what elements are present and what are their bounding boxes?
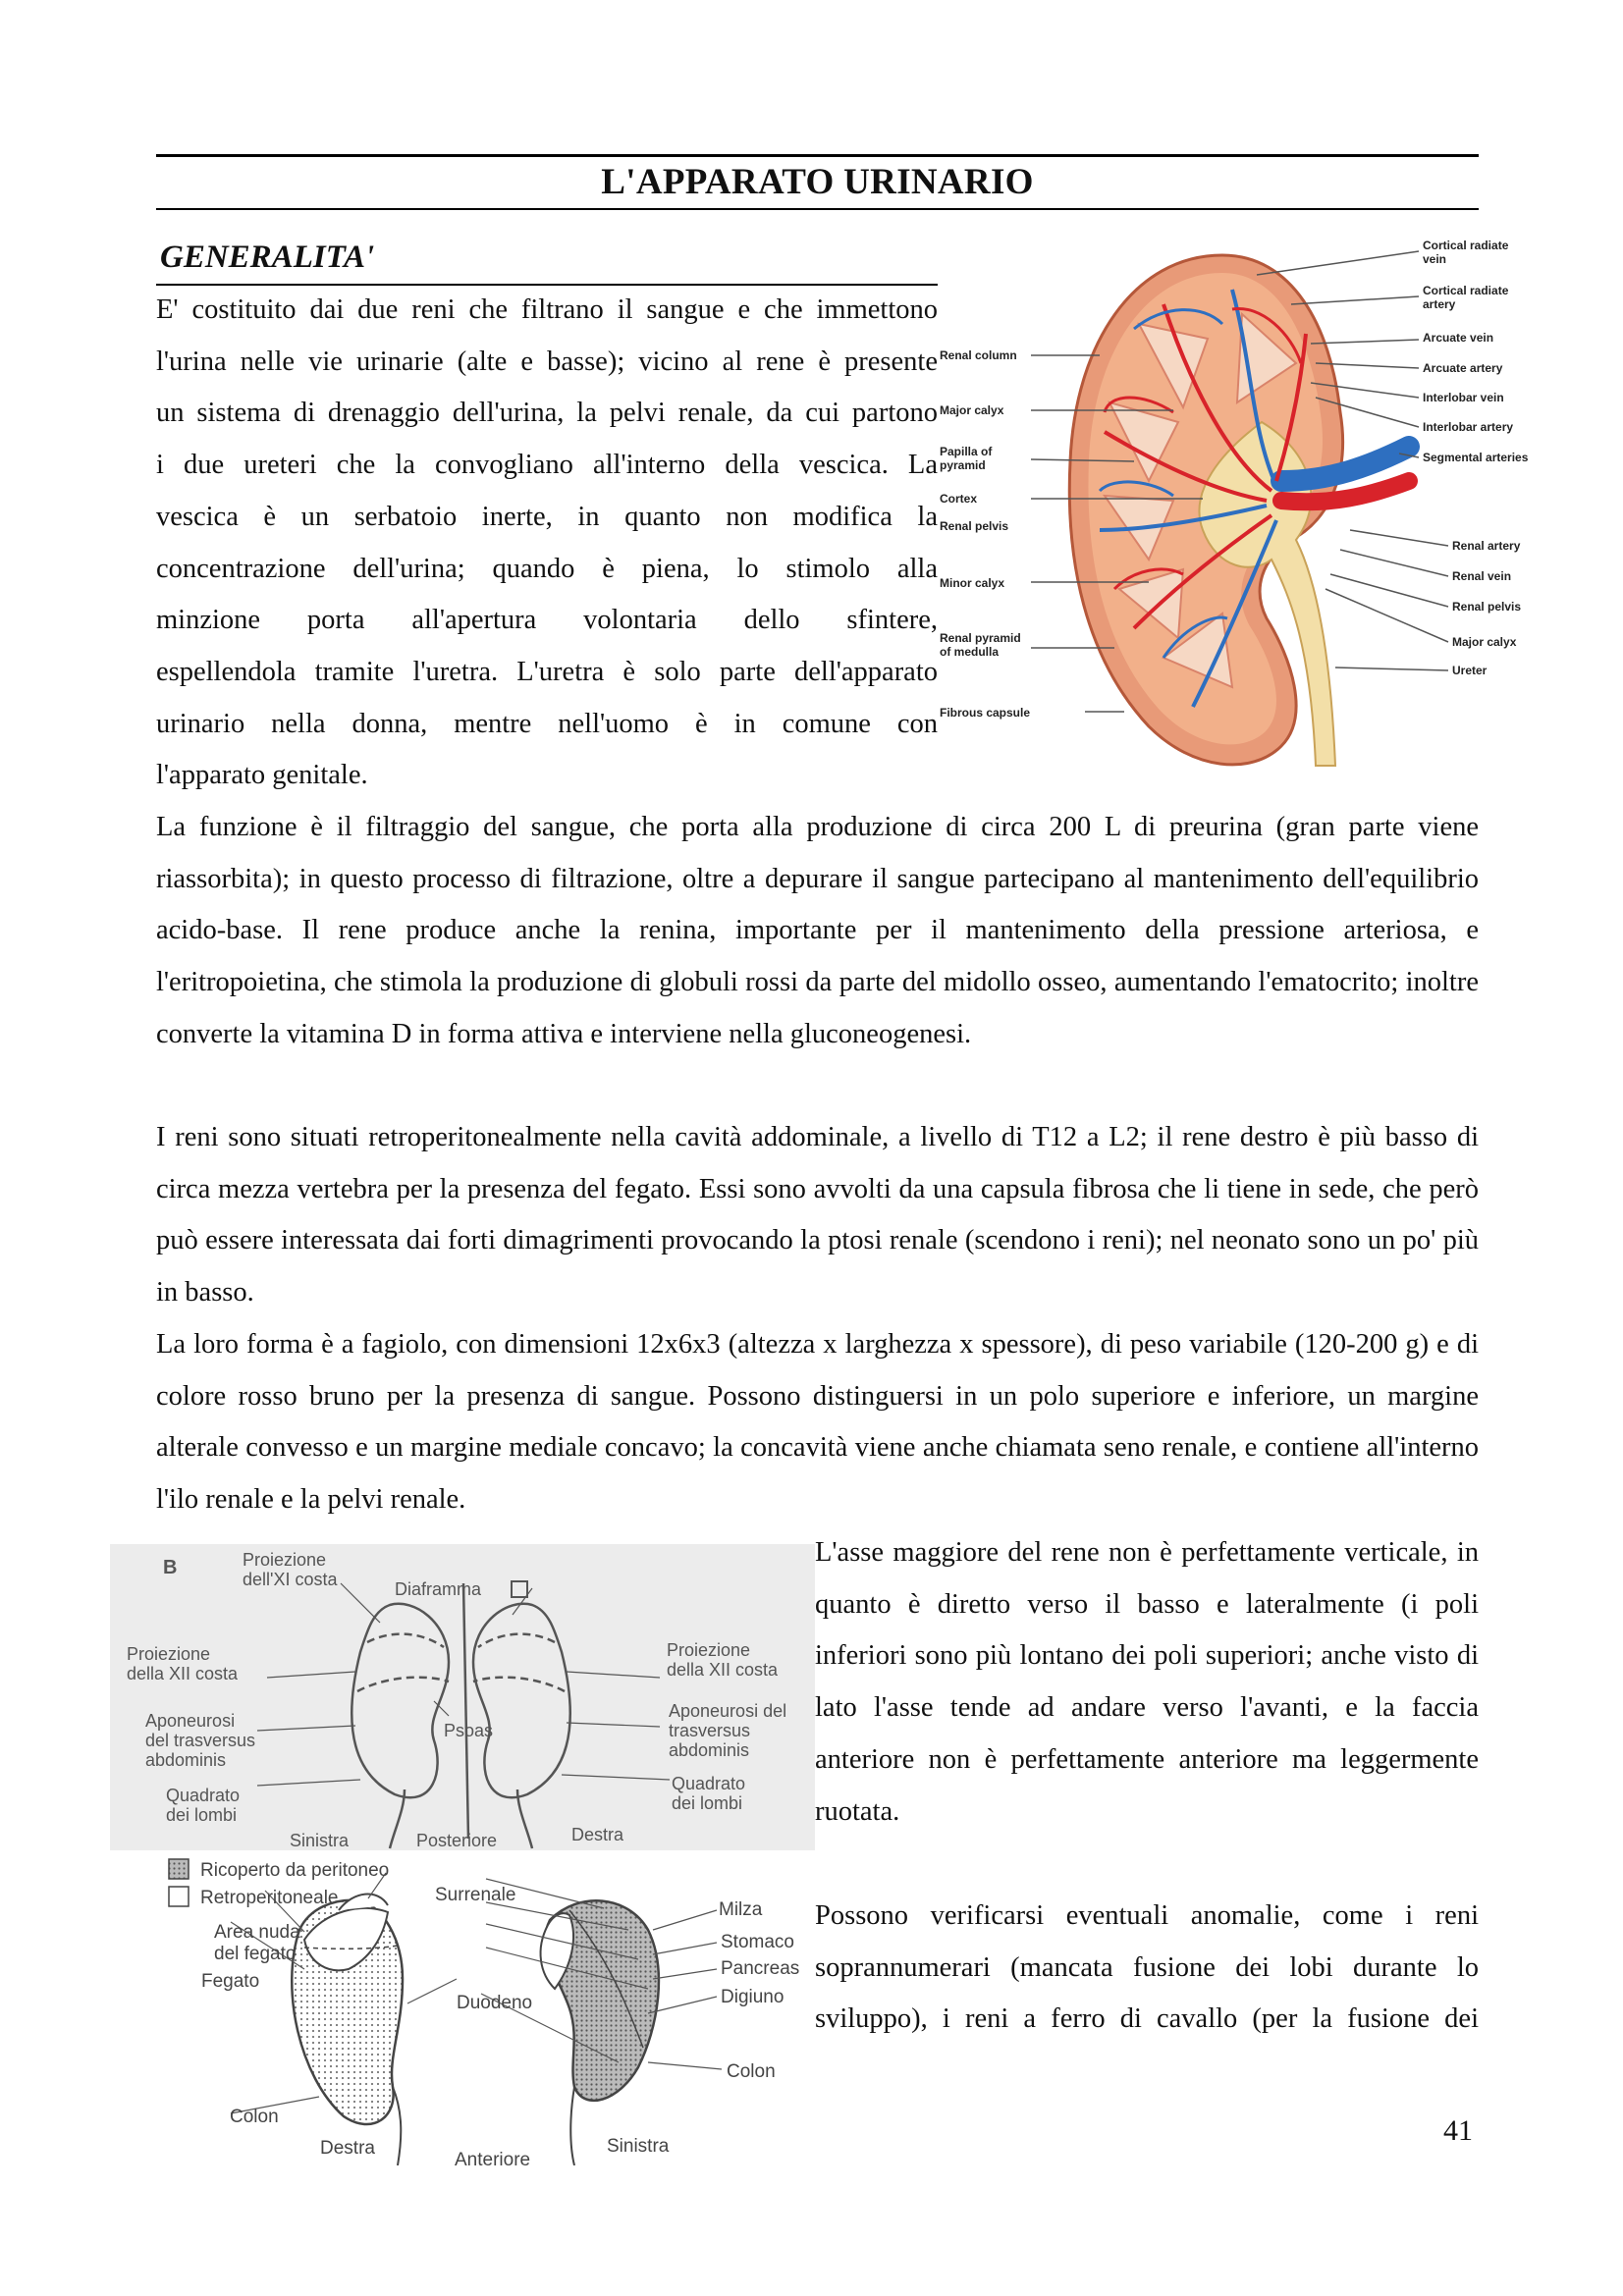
section-heading: GENERALITA' xyxy=(160,240,375,275)
intro-line: espellendola tramite l'uretra. L'uretra è solo parte dell'apparato xyxy=(156,656,938,687)
label-cortical-radiate-artery-2: artery xyxy=(1423,297,1456,311)
legend-covered: Ricoperto da peritoneo xyxy=(200,1860,390,1881)
label-aponeurosi-right-3: abdominis xyxy=(669,1740,750,1760)
label-area-nuda-1: Area nuda xyxy=(214,1922,300,1943)
label-proj-xi-2: dell'XI costa xyxy=(243,1570,338,1589)
label-renal-pelvis-right: Renal pelvis xyxy=(1452,600,1522,614)
label-cortical-radiate-artery-1: Cortical radiate xyxy=(1423,284,1509,297)
label-renal-pelvis-left: Renal pelvis xyxy=(940,519,1009,533)
label-arcuate-vein: Arcuate vein xyxy=(1423,331,1494,345)
label-quadrato-right-1: Quadrato xyxy=(672,1774,746,1793)
label-pancreas: Pancreas xyxy=(721,1958,800,1979)
label-stomaco: Stomaco xyxy=(721,1932,794,1952)
label-quadrato-left-2: dei lombi xyxy=(166,1805,238,1825)
label-posteriore: Posteriore xyxy=(416,1831,498,1850)
label-papilla-1: Papilla of xyxy=(940,445,993,458)
label-psoas: Psoas xyxy=(444,1721,494,1740)
posterior-view-figure xyxy=(110,1544,815,1850)
label-colon-left: Colon xyxy=(230,2107,279,2127)
label-renal-vein: Renal vein xyxy=(1452,569,1512,583)
page-title: L'APPARATO URINARIO xyxy=(601,162,1034,202)
legend-retro: Retroperitoneale xyxy=(200,1888,339,1908)
intro-line: l'apparato genitale. xyxy=(156,760,368,791)
label-proj-xi-1: Proiezione xyxy=(243,1550,327,1570)
label-proj-xii-left-1: Proiezione xyxy=(127,1644,211,1664)
label-minor-calyx: Minor calyx xyxy=(940,576,1005,590)
label-sinistra: Sinistra xyxy=(607,2136,670,2157)
label-arcuate-artery: Arcuate artery xyxy=(1423,361,1503,375)
label-papilla-2: pyramid xyxy=(940,458,986,472)
label-surrenale: Surrenale xyxy=(435,1885,516,1905)
anomalies-paragraph: Possono verificarsi eventuali anomalie, come i reni soprannumerari (mancata fusione dei lobi durante lo sviluppo), i reni a ferro di cavallo (per la fusione dei xyxy=(815,1900,1479,2035)
intro-line: minzione porta all'apertura volontaria dello sfintere, xyxy=(156,605,938,636)
axis-paragraph: L'asse maggiore del rene non è perfettamente verticale, in quanto è diretto verso il basso e lateralmente (i poli inferiori sono più lontano dei poli superiori; anche visto di lato l'asse tende ad andare verso l'avanti, e la faccia anteriore non è perfettamente anteriore ma leggermente ruotata. xyxy=(815,1537,1479,1827)
kidney-section-figure xyxy=(938,236,1566,785)
label-interlobar-vein: Interlobar vein xyxy=(1423,391,1504,404)
label-fibrous-capsule: Fibrous capsule xyxy=(940,706,1031,720)
intro-line: i due ureteri che la convogliano all'interno della vescica. La xyxy=(156,450,938,481)
label-colon-right: Colon xyxy=(727,2061,776,2082)
label-interlobar-artery: Interlobar artery xyxy=(1423,420,1514,434)
title-underline xyxy=(156,208,1479,210)
label-fegato: Fegato xyxy=(201,1971,260,1992)
shape-paragraph: La loro forma è a fagiolo, con dimensioni 12x6x3 (altezza x larghezza x spessore), di peso variabile (120-200 g) e di colore rosso bruno per la presenza di sangue. Possono distinguersi in un polo superiore e inferiore, un margine alterale convesso e un margine mediale concavo; la concavità viene anche chiamata seno renale, e contiene all'interno l'ilo renale e la pelvi renale. xyxy=(156,1329,1479,1516)
top-rule xyxy=(156,154,1479,157)
label-anteriore: Anteriore xyxy=(455,2150,531,2165)
label-aponeurosi-left-3: abdominis xyxy=(145,1750,227,1770)
label-quadrato-right-2: dei lombi xyxy=(672,1793,743,1813)
label-renal-artery: Renal artery xyxy=(1452,539,1521,553)
label-destra: Destra xyxy=(571,1825,624,1844)
function-paragraph: La funzione è il filtraggio del sangue, che porta alla produzione di circa 200 L di preurina (gran parte viene riassorbita); in questo processo di filtrazione, oltre a depurare il sangue partecipano al mantenimento dell'equilibrio acido-base. Il rene produce anche la renina, importante per il mantenimento della pressione arteriosa, e l'eritropoietina, che stimola la produzione di globuli rossi da parte del midollo osseo, aumentando l'ematocrito; inoltre converte la vitamina D in forma attiva e interviene nella gluconeogenesi. xyxy=(156,812,1479,1049)
intro-paragraph xyxy=(156,285,938,802)
label-ureter: Ureter xyxy=(1452,664,1488,677)
intro-line: urinario nella donna, mentre nell'uomo è in comune con xyxy=(156,708,938,739)
label-cortical-radiate-vein-1: Cortical radiate xyxy=(1423,239,1509,252)
label-aponeurosi-left-2: del trasversus xyxy=(145,1731,256,1750)
label-milza: Milza xyxy=(719,1899,763,1920)
location-paragraph: I reni sono situati retroperitonealmente nella cavità addominale, a livello di T12 a L2; il rene destro è più basso di circa mezza vertebra per la presenza del fegato. Essi sono avvolti da una capsula fibrosa che li tiene in sede, che però può essere interessata dai forti dimagrimenti provocando la ptosi renale (scendono i reni); nel neonato sono un po' più in basso. xyxy=(156,1122,1479,1308)
label-destra: Destra xyxy=(320,2138,375,2159)
intro-line: concentrazione dell'urina; quando è piena, lo stimolo alla xyxy=(156,553,938,584)
label-duodeno: Duodeno xyxy=(457,1993,533,2013)
label-proj-xii-left-2: della XII costa xyxy=(127,1664,239,1683)
label-cortex: Cortex xyxy=(940,492,978,506)
figure-letter-b: B xyxy=(163,1557,178,1578)
label-major-calyx-right: Major calyx xyxy=(1452,635,1517,649)
label-aponeurosi-left-1: Aponeurosi xyxy=(145,1711,236,1731)
label-aponeurosi-right-1: Aponeurosi del xyxy=(669,1701,787,1721)
page-number: 41 xyxy=(1443,2114,1473,2147)
intro-line: E' costituito dai due reni che filtrano il sangue e che immettono xyxy=(156,294,938,325)
label-segmental-arteries: Segmental arteries xyxy=(1423,451,1529,464)
label-sinistra: Sinistra xyxy=(290,1831,350,1850)
label-aponeurosi-right-2: trasversus xyxy=(669,1721,751,1740)
label-digiuno: Digiuno xyxy=(721,1987,784,2007)
label-renal-pyramid-2: of medulla xyxy=(940,645,1000,659)
label-proj-xii-right-1: Proiezione xyxy=(667,1640,751,1660)
label-proj-xii-right-2: della XII costa xyxy=(667,1660,779,1680)
label-renal-column: Renal column xyxy=(940,348,1017,362)
label-quadrato-left-1: Quadrato xyxy=(166,1786,241,1805)
label-renal-pyramid-1: Renal pyramid xyxy=(940,631,1021,645)
label-diaframma: Diaframma xyxy=(395,1579,482,1599)
label-area-nuda-2: del fegato xyxy=(214,1944,297,1964)
label-cortical-radiate-vein-2: vein xyxy=(1423,252,1447,266)
intro-line: l'urina nelle vie urinarie (alte e basse); vicino al rene è presente xyxy=(156,346,938,377)
label-major-calyx-left: Major calyx xyxy=(940,403,1004,417)
intro-line: un sistema di drenaggio dell'urina, la pelvi renale, da cui partono xyxy=(156,398,938,429)
intro-line: vescica è un serbatoio inerte, in quanto non modifica la xyxy=(156,501,938,532)
anterior-view-figure xyxy=(157,1851,825,2165)
